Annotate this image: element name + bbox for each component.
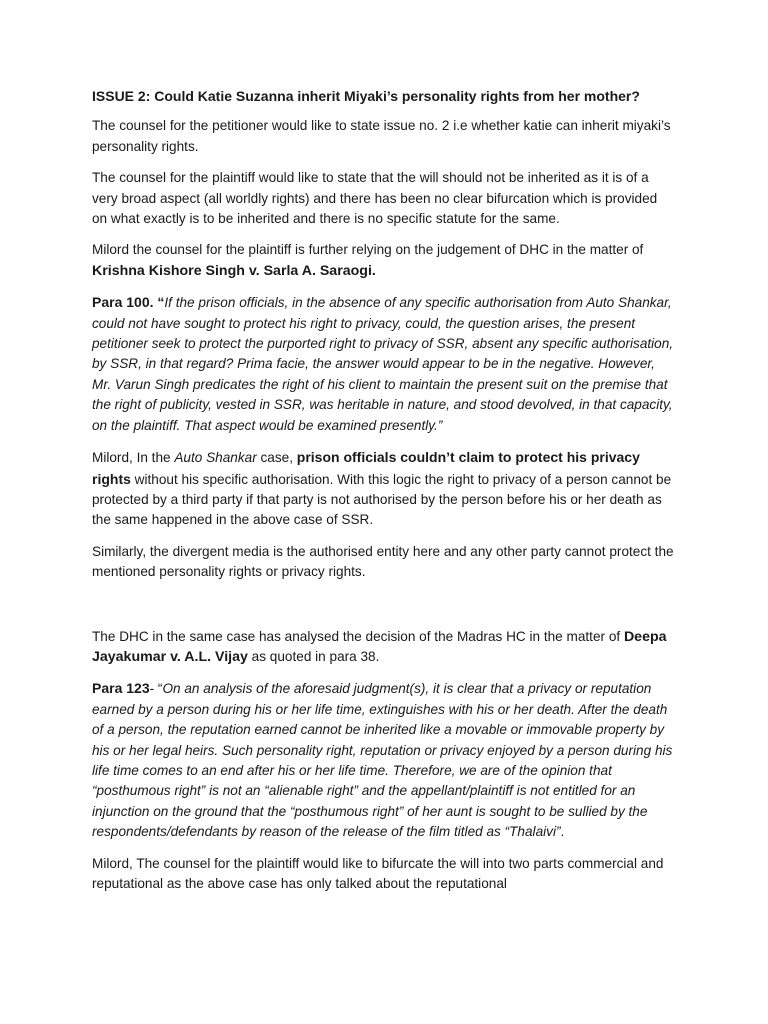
case-name-krishna-kishore: Krishna Kishore Singh v. Sarla A. Saraogi. bbox=[92, 262, 376, 279]
issue-heading: ISSUE 2: Could Katie Suzanna inherit Miyaki’s personality rights from her mother? bbox=[92, 88, 640, 104]
case-name-auto-shankar: Auto Shankar bbox=[174, 450, 257, 466]
para-label-123: Para 123 bbox=[92, 680, 150, 697]
paragraph-lead: Milord, In the bbox=[92, 450, 175, 466]
paragraph-text: Milord the counsel for the plaintiff is further relying on the judgement of DHC in the matter of bbox=[92, 242, 644, 258]
paragraph-rest: as quoted in para 38. bbox=[247, 648, 380, 664]
para-label-100: Para 100. bbox=[92, 294, 154, 311]
close-quote: ” bbox=[437, 417, 443, 433]
paragraph-gap bbox=[92, 594, 676, 627]
emphasis-prison-officials: prison officials couldn’t claim to protect his privacy rights bbox=[92, 449, 640, 487]
paragraph-petitioner-issue: The counsel for the petitioner would like to state issue no. 2 i.e whether katie can inherit miyaki’s personality rights. bbox=[92, 118, 671, 154]
quote-text-123: On an analysis of the aforesaid judgment(s), it is clear that a privacy or reputation earned by a person during his or her life time, extinguishes with his or her death. After the death of a person, the reputation earned cannot be inherited like a movable or immovable property by his or her legal heirs. Such personality right, reputation or privacy enjoyed by a person during his life time comes to an end after his or her life time. Therefore, we are of the opinion that “posthumous right” is not an “alienable right” and the appellant/plaintiff is not entitled for an injunction on the ground that the “posthumous right” of her aunt is sought to be sullied by the respondents/defendants by reason of the release of the film titled as “Thalaivi” bbox=[92, 681, 673, 840]
quote-para-123 bbox=[92, 678, 676, 842]
quote-para-100 bbox=[92, 292, 676, 436]
paragraph-mid: case, bbox=[256, 450, 297, 466]
paragraph-dhc-reliance bbox=[92, 240, 676, 281]
paragraph-divergent-media: Similarly, the divergent media is the authorised entity here and any other party cannot protect the mentioned personality rights or privacy rights. bbox=[92, 543, 674, 580]
paragraph-bifurcate-will: Milord, The counsel for the plaintiff would like to bifurcate the will into two parts commercial and reputational as the above case has only talked about the reputational bbox=[92, 855, 664, 891]
case-name-deepa-jayakumar: Deepa Jayakumar v. A.L. Vijay bbox=[92, 628, 667, 665]
quote-text-100: If the prison officials, in the absence of any specific authorisation from Auto Shankar, could not have sought to protect his right to privacy, could, the question arises, the present petitioner seek to protect the purported right to privacy of SSR, absent any specific authorisation, by SSR, in that regard? Prima facie, the answer would appear to be in the negative. However, Mr. Varun Singh predicates the right of his client to maintain the present suit on the premise that the right of publicity, vested in SSR, was heritable in nature, and stood devolved, in that capacity, on the plaintiff. That aspect would be examined presently. bbox=[92, 295, 674, 433]
open-quote: “ bbox=[153, 294, 165, 311]
paragraph-madras-hc bbox=[92, 627, 676, 668]
paragraph-will-not-inherited: The counsel for the plaintiff would like to state that the will should not be inherited as it is of a very broad aspect (all worldly rights) and there has been no clear bifurcation which is provided on what exactly is to be inherited and there is no specific statute for the same. bbox=[92, 170, 658, 227]
dash-open-quote: - “ bbox=[149, 681, 163, 697]
paragraph-text: The DHC in the same case has analysed the decision of the Madras HC in the matter of bbox=[92, 628, 624, 644]
paragraph-rest: without his specific authorisation. With this logic the right to privacy of a person cannot be protected by a third party if that party is not authorised by the person before his or her death as the same happened in the above case of SSR. bbox=[92, 471, 672, 528]
paragraph-auto-shankar bbox=[92, 447, 676, 531]
close-period: . bbox=[560, 824, 565, 840]
